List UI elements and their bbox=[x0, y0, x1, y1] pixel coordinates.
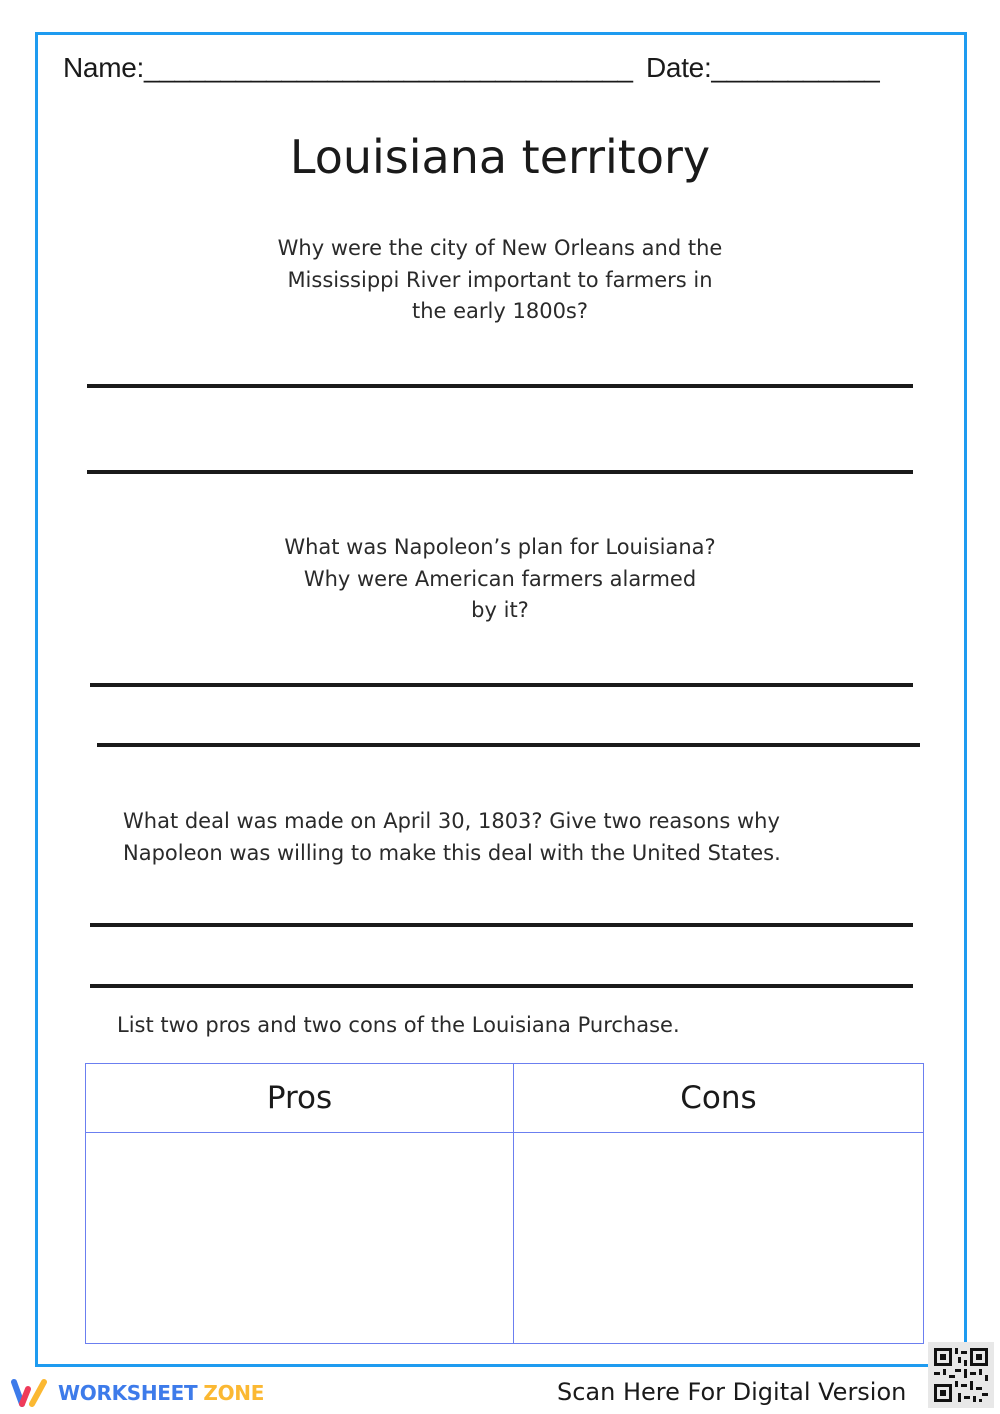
question-1-line: Mississippi River important to farmers in bbox=[287, 267, 713, 292]
question-1 bbox=[200, 233, 800, 328]
scan-text: Scan Here For Digital Version bbox=[557, 1378, 907, 1406]
name-date-row bbox=[63, 52, 880, 84]
question-2 bbox=[200, 532, 800, 627]
question-2-line: by it? bbox=[471, 598, 529, 622]
date-field[interactable]: Date:___________ bbox=[646, 52, 880, 83]
question-1-line: the early 1800s? bbox=[411, 299, 589, 323]
answer-line-3a[interactable] bbox=[90, 923, 913, 927]
answer-line-2b[interactable] bbox=[97, 743, 920, 747]
pros-cell[interactable] bbox=[86, 1133, 514, 1344]
question-2-line: Why were American farmers alarmed bbox=[303, 566, 697, 591]
worksheet-title: Louisiana territory bbox=[289, 130, 711, 184]
brand-name-part2: ZONE bbox=[203, 1381, 265, 1405]
name-field[interactable]: Name:________________________________ bbox=[63, 52, 633, 83]
question-3-line: What deal was made on April 30, 1803? Give two reasons why bbox=[123, 809, 780, 833]
question-3 bbox=[123, 806, 781, 869]
qr-code[interactable] bbox=[928, 1342, 994, 1408]
brand-name bbox=[58, 1381, 264, 1405]
question-2-line: What was Napoleon’s plan for Louisiana? bbox=[284, 535, 716, 559]
pros-cons-prompt: List two pros and two cons of the Louisiana Purchase. bbox=[117, 1013, 680, 1037]
logo-mark-icon bbox=[10, 1377, 50, 1409]
qr-code-icon bbox=[928, 1342, 994, 1408]
pros-cons-table bbox=[85, 1063, 924, 1344]
brand-name-part1: WORKSHEET bbox=[58, 1381, 198, 1405]
answer-line-2a[interactable] bbox=[90, 683, 913, 687]
cons-header: Cons bbox=[514, 1064, 924, 1133]
answer-line-1b[interactable] bbox=[87, 470, 913, 474]
answer-line-3b[interactable] bbox=[90, 984, 913, 988]
answer-line-1a[interactable] bbox=[87, 384, 913, 388]
question-3-line: Napoleon was willing to make this deal with the United States. bbox=[123, 840, 781, 865]
question-1-line: Why were the city of New Orleans and the bbox=[277, 236, 723, 260]
worksheetzone-logo[interactable] bbox=[10, 1376, 264, 1410]
pros-header: Pros bbox=[86, 1064, 514, 1133]
cons-cell[interactable] bbox=[514, 1133, 924, 1344]
